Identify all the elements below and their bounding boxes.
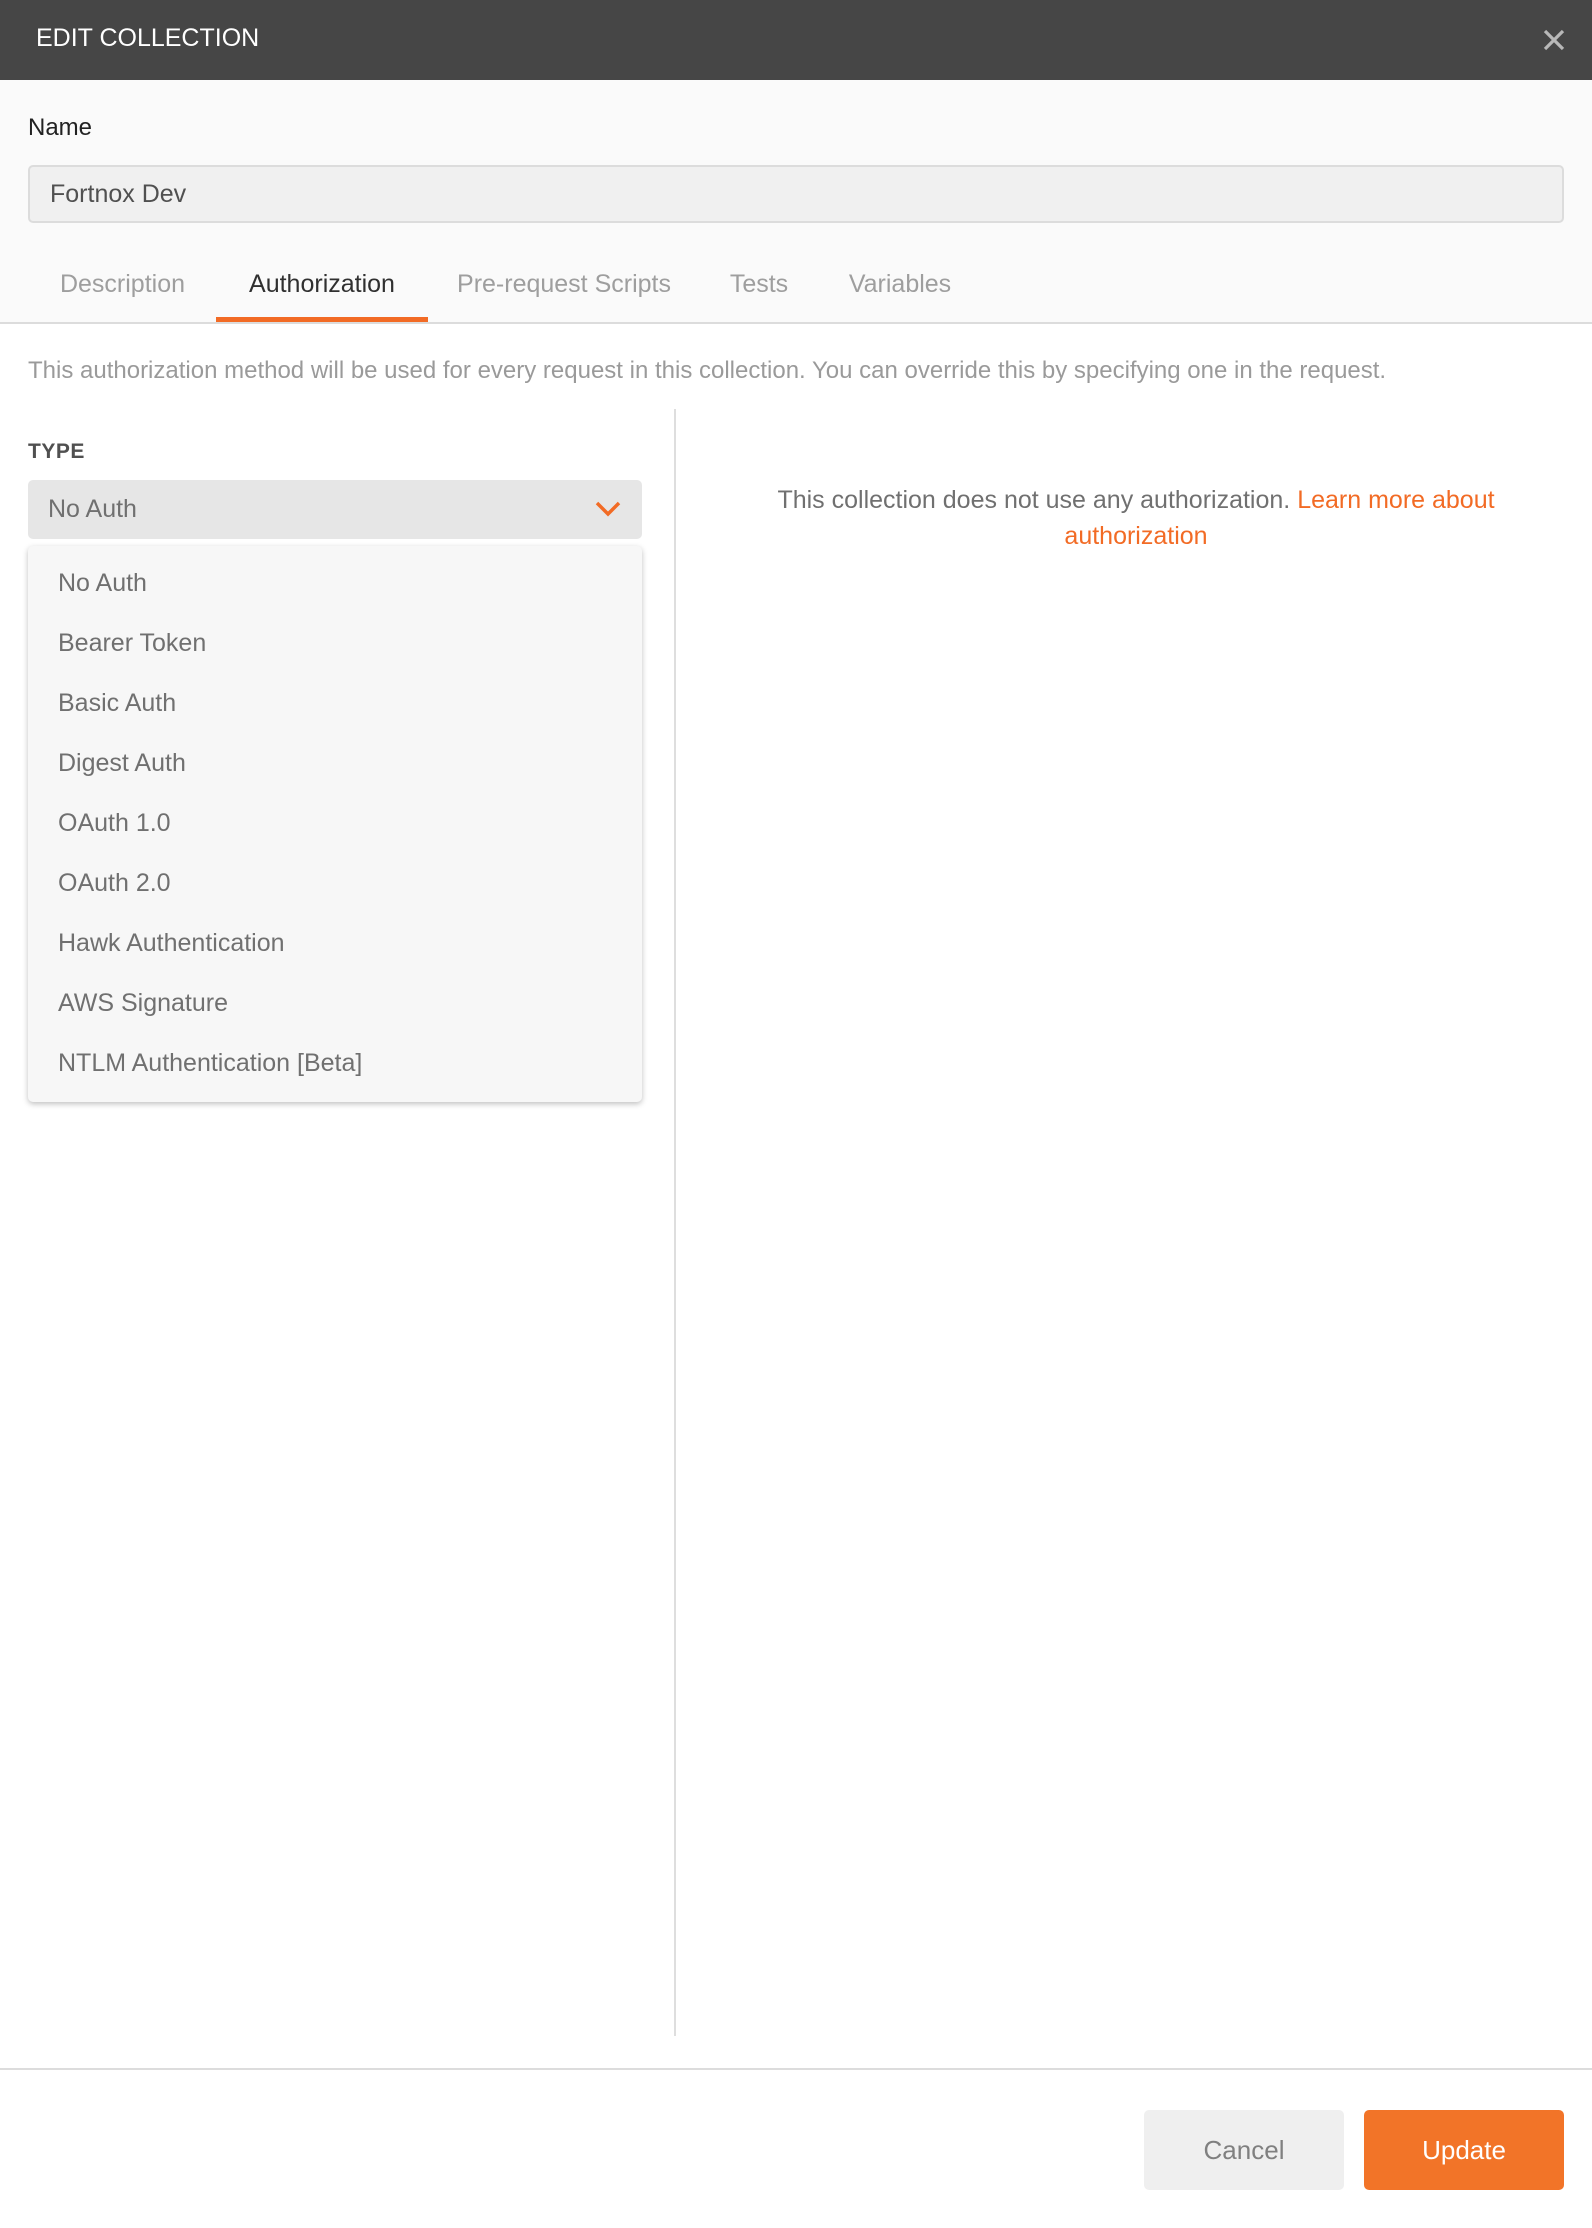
tab-tests[interactable]: Tests: [729, 270, 789, 298]
menu-item-oauth-1[interactable]: OAuth 1.0: [58, 809, 171, 837]
tab-divider: [0, 322, 1592, 324]
menu-item-digest-auth[interactable]: Digest Auth: [58, 749, 186, 777]
name-label: Name: [28, 114, 93, 141]
chevron-down-icon: [594, 498, 622, 520]
menu-item-aws-signature[interactable]: AWS Signature: [58, 989, 228, 1017]
menu-item-basic-auth[interactable]: Basic Auth: [58, 689, 177, 717]
menu-item-ntlm-authentication[interactable]: NTLM Authentication [Beta]: [58, 1049, 363, 1077]
menu-item-no-auth[interactable]: No Auth: [58, 569, 147, 597]
no-auth-message: [716, 482, 1556, 554]
tab-pre-request-scripts[interactable]: Pre-request Scripts: [457, 270, 671, 298]
tab-authorization[interactable]: Authorization: [216, 255, 428, 323]
tab-description[interactable]: Description: [59, 270, 186, 298]
auth-type-selected-value: No Auth: [48, 495, 137, 523]
update-button[interactable]: Update: [1364, 2110, 1564, 2190]
footer-divider: [0, 2068, 1592, 2070]
menu-item-hawk-authentication[interactable]: Hawk Authentication: [58, 929, 285, 957]
tab-bar: [0, 255, 1592, 323]
close-icon: [1536, 22, 1572, 58]
learn-more-link[interactable]: Learn more about authorization: [1064, 486, 1495, 550]
authorization-description: This authorization method will be used for every request in this collection. You can override this by specifying one in the request.: [28, 357, 1387, 384]
menu-item-bearer-token[interactable]: Bearer Token: [58, 629, 207, 657]
name-input[interactable]: [28, 165, 1564, 223]
dialog-header: [0, 0, 1592, 80]
tab-variables[interactable]: Variables: [848, 270, 952, 298]
panel-divider: [674, 409, 676, 2036]
cancel-button[interactable]: Cancel: [1144, 2110, 1344, 2190]
close-button[interactable]: [1536, 22, 1572, 58]
auth-type-dropdown-menu: [28, 546, 642, 1102]
menu-item-oauth-2[interactable]: OAuth 2.0: [58, 869, 171, 897]
auth-type-select[interactable]: [28, 480, 642, 539]
type-label: TYPE: [28, 440, 85, 463]
dialog-title: EDIT COLLECTION: [36, 24, 260, 52]
no-auth-info-text: This collection does not use any authorization.: [777, 486, 1291, 514]
